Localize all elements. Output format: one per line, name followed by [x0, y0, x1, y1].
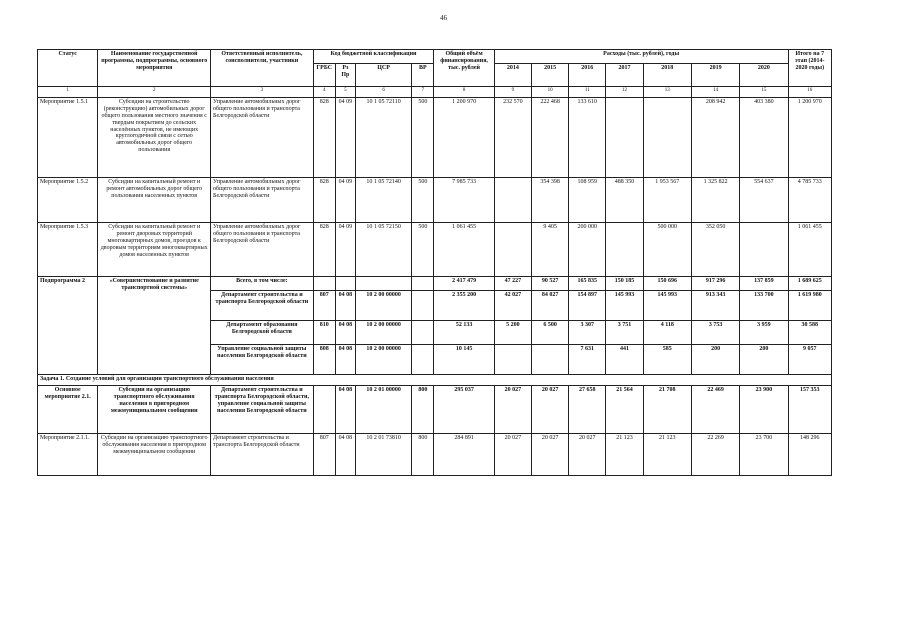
table-row — [38, 434, 832, 476]
header-total-period: Итого на 7 этап (2014-2020 годы) — [788, 50, 831, 87]
column-index: 6 — [355, 87, 411, 98]
row-year-value: 20 027 — [531, 386, 568, 434]
row-year-value: 7 631 — [569, 345, 606, 375]
header-year: 2014 — [494, 63, 531, 86]
row-year-value: 5 200 — [494, 321, 531, 345]
row-year-value: 3 751 — [606, 321, 643, 345]
subprogram-total-label: Всего, в том числе: — [211, 277, 314, 291]
column-index: 8 — [434, 87, 494, 98]
header-year: 2020 — [740, 63, 788, 86]
row-year-value: 20 027 — [494, 434, 531, 476]
row-total: 10 145 — [434, 345, 494, 375]
row-executor: Управление автомобильных дорог общего пользования и транспорта Белгородской области — [211, 98, 314, 178]
subprogram-status: Подпрограмма 2 — [38, 277, 98, 375]
row-year-value: 150 696 — [643, 277, 691, 291]
row-executor: Департамент строительства и транспорта Белгородской области — [211, 434, 314, 476]
row-year-value: 47 227 — [494, 277, 531, 291]
row-year-value — [740, 223, 788, 277]
row-grbs: 808 — [313, 345, 335, 375]
header-expenses: Расходы (тыс. рублей), годы — [494, 50, 788, 64]
row-year-value: 20 027 — [569, 434, 606, 476]
column-index: 15 — [740, 87, 788, 98]
column-index: 5 — [335, 87, 355, 98]
task-row — [38, 375, 832, 386]
row-status: Мероприятие 1.5.3 — [38, 223, 98, 277]
header-executor: Ответственный исполнитель, соисполнители, участники — [211, 50, 314, 87]
row-grbs: 807 — [313, 291, 335, 321]
row-total: 2 417 479 — [434, 277, 494, 291]
row-year-value: 354 398 — [531, 178, 568, 223]
row-grbs: 810 — [313, 321, 335, 345]
row-year-value: 154 897 — [569, 291, 606, 321]
row-year-value: 133 610 — [569, 98, 606, 178]
row-vr: 800 — [412, 386, 434, 434]
row-year-value — [494, 223, 531, 277]
table-row — [38, 223, 832, 277]
row-year-value: 21 708 — [643, 386, 691, 434]
column-index: 4 — [313, 87, 335, 98]
header-year: 2019 — [691, 63, 739, 86]
header-budget-code: Код бюджетной классификации — [313, 50, 434, 64]
row-year-value: 917 296 — [691, 277, 739, 291]
row-year-value: 84 027 — [531, 291, 568, 321]
budget-table — [37, 49, 832, 476]
row-year-value — [606, 223, 643, 277]
row-year-value: 27 658 — [569, 386, 606, 434]
column-index-row — [38, 87, 832, 98]
row-year-value: 145 993 — [606, 291, 643, 321]
row-sum: 157 353 — [788, 386, 831, 434]
row-grbs — [313, 386, 335, 434]
row-year-value: 21 123 — [643, 434, 691, 476]
column-index: 7 — [412, 87, 434, 98]
header-vr: ВР — [412, 63, 434, 86]
column-index: 12 — [606, 87, 643, 98]
row-year-value: 21 564 — [606, 386, 643, 434]
row-year-value: 22 269 — [691, 434, 739, 476]
row-rzpr: 04 08 — [335, 386, 355, 434]
row-rzpr: 04 09 — [335, 178, 355, 223]
row-grbs: 828 — [313, 223, 335, 277]
row-year-value: 222 468 — [531, 98, 568, 178]
row-name: Субсидии на капитальный ремонт и ремонт автомобильных дорог общего пользования населенных пунктов — [98, 178, 211, 223]
column-index: 16 — [788, 87, 831, 98]
row-year-value: 150 185 — [606, 277, 643, 291]
row-vr — [412, 321, 434, 345]
subprogram-name: «Совершенствование и развитие транспортной системы» — [98, 277, 211, 375]
header-year: 2016 — [569, 63, 606, 86]
row-status: Мероприятие 1.5.1 — [38, 98, 98, 178]
table-row — [38, 386, 832, 434]
column-index: 10 — [531, 87, 568, 98]
row-executor: Управление автомобильных дорог общего пользования и транспорта Белгородской области — [211, 223, 314, 277]
row-total: 1 200 970 — [434, 98, 494, 178]
row-year-value: 90 527 — [531, 277, 568, 291]
header-status: Статус — [38, 50, 98, 87]
row-name: Субсидии на организацию транспортного обслуживания населения в пригородном межмуниципальном сообщении — [98, 434, 211, 476]
row-total: 2 355 200 — [434, 291, 494, 321]
header-total-financing: Общий объём финансирования, тыс. рублей — [434, 50, 494, 87]
row-status: Основное мероприятие 2.1. — [38, 386, 98, 434]
row-csr: 10 2 00 00000 — [355, 345, 411, 375]
subprogram-total-row — [38, 277, 832, 291]
row-year-value: 200 000 — [569, 223, 606, 277]
row-year-value — [494, 345, 531, 375]
row-sum: 9 057 — [788, 345, 831, 375]
row-year-value: 20 027 — [531, 434, 568, 476]
header-year: 2015 — [531, 63, 568, 86]
row-executor: Департамент строительства и транспорта Белгородской области, управление социальной защиты населения Белгородской области — [211, 386, 314, 434]
column-index: 3 — [211, 87, 314, 98]
row-csr: 10 2 00 00000 — [355, 291, 411, 321]
row-year-value: 500 000 — [643, 223, 691, 277]
row-rzpr: 04 09 — [335, 98, 355, 178]
row-year-value: 4 118 — [643, 321, 691, 345]
row-total: 284 891 — [434, 434, 494, 476]
row-grbs: 828 — [313, 98, 335, 178]
row-executor: Управление автомобильных дорог общего пользования и транспорта Белгородской области — [211, 178, 314, 223]
row-sum: 30 588 — [788, 321, 831, 345]
row-year-value: 232 570 — [494, 98, 531, 178]
column-index: 1 — [38, 87, 98, 98]
row-status: Мероприятие 1.5.2 — [38, 178, 98, 223]
row-year-value: 108 959 — [569, 178, 606, 223]
row-csr: 10 1 05 72140 — [355, 178, 411, 223]
row-sum: 1 689 625 — [788, 277, 831, 291]
row-rzpr: 04 08 — [335, 321, 355, 345]
row-sum: 148 296 — [788, 434, 831, 476]
row-csr: 10 1 05 72150 — [355, 223, 411, 277]
row-year-value — [606, 98, 643, 178]
row-year-value: 3 307 — [569, 321, 606, 345]
row-year-value — [643, 98, 691, 178]
row-year-value: 23 900 — [740, 386, 788, 434]
row-year-value: 9 405 — [531, 223, 568, 277]
row-year-value: 913 343 — [691, 291, 739, 321]
row-rzpr: 04 08 — [335, 291, 355, 321]
header-rzpr: Рз Пр — [335, 63, 355, 86]
column-index: 13 — [643, 87, 691, 98]
column-index: 11 — [569, 87, 606, 98]
row-year-value: 488 350 — [606, 178, 643, 223]
row-name: Субсидии на строительство (реконструкцию) автомобильных дорог общего пользования местного значения с твердым покрытием до сельских населённых пунктов, не имеющих круглогодичной связи с сетью автомобильных дорог общего пользования — [98, 98, 211, 178]
header-row — [38, 50, 832, 64]
row-year-value: 42 027 — [494, 291, 531, 321]
row-vr — [412, 291, 434, 321]
column-index: 2 — [98, 87, 211, 98]
row-year-value: 200 — [691, 345, 739, 375]
row-year-value: 200 — [740, 345, 788, 375]
row-year-value: 3 753 — [691, 321, 739, 345]
header-program: Наименование государственной программы, подпрограммы, основного мероприятия — [98, 50, 211, 87]
row-year-value: 352 050 — [691, 223, 739, 277]
row-year-value — [494, 178, 531, 223]
row-year-value: 208 942 — [691, 98, 739, 178]
row-year-value: 441 — [606, 345, 643, 375]
column-index: 9 — [494, 87, 531, 98]
row-sum: 1 061 455 — [788, 223, 831, 277]
header-year: 2018 — [643, 63, 691, 86]
header-grbs: ГРБС — [313, 63, 335, 86]
header-csr: ЦСР — [355, 63, 411, 86]
row-csr: 10 1 05 72110 — [355, 98, 411, 178]
row-year-value: 137 859 — [740, 277, 788, 291]
row-csr: 10 2 01 73810 — [355, 434, 411, 476]
row-year-value: 403 380 — [740, 98, 788, 178]
row-vr: 500 — [412, 98, 434, 178]
row-year-value: 133 700 — [740, 291, 788, 321]
row-vr: 500 — [412, 223, 434, 277]
header-year: 2017 — [606, 63, 643, 86]
row-executor: Департамент образования Белгородской области — [211, 321, 314, 345]
row-total: 1 061 455 — [434, 223, 494, 277]
page-number: 46 — [440, 14, 447, 22]
row-csr: 10 2 01 00000 — [355, 386, 411, 434]
row-grbs: 828 — [313, 178, 335, 223]
row-year-value: 6 500 — [531, 321, 568, 345]
row-year-value — [531, 345, 568, 375]
row-name: Субсидии на организацию транспортного обслуживания населения в пригородном межмуниципальном сообщении — [98, 386, 211, 434]
table-row — [38, 178, 832, 223]
row-year-value: 23 700 — [740, 434, 788, 476]
row-rzpr: 04 09 — [335, 223, 355, 277]
row-total: 295 037 — [434, 386, 494, 434]
row-year-value: 1 953 567 — [643, 178, 691, 223]
row-total: 7 985 733 — [434, 178, 494, 223]
row-name: Субсидии на капитальный ремонт и ремонт дворовых территорий многоквартирных домов, проездов к дворовым территориям многоквартирных домов населенных пунктов — [98, 223, 211, 277]
row-year-value: 585 — [643, 345, 691, 375]
row-year-value: 165 835 — [569, 277, 606, 291]
table-row — [38, 98, 832, 178]
row-grbs: 807 — [313, 434, 335, 476]
row-year-value: 20 027 — [494, 386, 531, 434]
row-vr: 500 — [412, 178, 434, 223]
row-year-value: 145 993 — [643, 291, 691, 321]
row-year-value: 3 959 — [740, 321, 788, 345]
row-year-value: 22 469 — [691, 386, 739, 434]
task-title: Задача 1. Создание условий для организации транспортного обслуживания населения — [38, 375, 832, 386]
row-sum: 1 200 970 — [788, 98, 831, 178]
row-csr: 10 2 00 00000 — [355, 321, 411, 345]
row-year-value: 21 123 — [606, 434, 643, 476]
row-rzpr: 04 08 — [335, 345, 355, 375]
row-vr — [412, 345, 434, 375]
row-rzpr: 04 08 — [335, 434, 355, 476]
row-sum: 1 619 980 — [788, 291, 831, 321]
column-index: 14 — [691, 87, 739, 98]
row-year-value: 554 637 — [740, 178, 788, 223]
row-vr: 800 — [412, 434, 434, 476]
row-executor: Управление социальной защиты населения Белгородской области — [211, 345, 314, 375]
row-sum: 4 785 733 — [788, 178, 831, 223]
row-year-value: 1 325 822 — [691, 178, 739, 223]
row-executor: Департамент строительства и транспорта Белгородской области — [211, 291, 314, 321]
row-status: Мероприятие 2.1.1. — [38, 434, 98, 476]
row-total: 52 133 — [434, 321, 494, 345]
